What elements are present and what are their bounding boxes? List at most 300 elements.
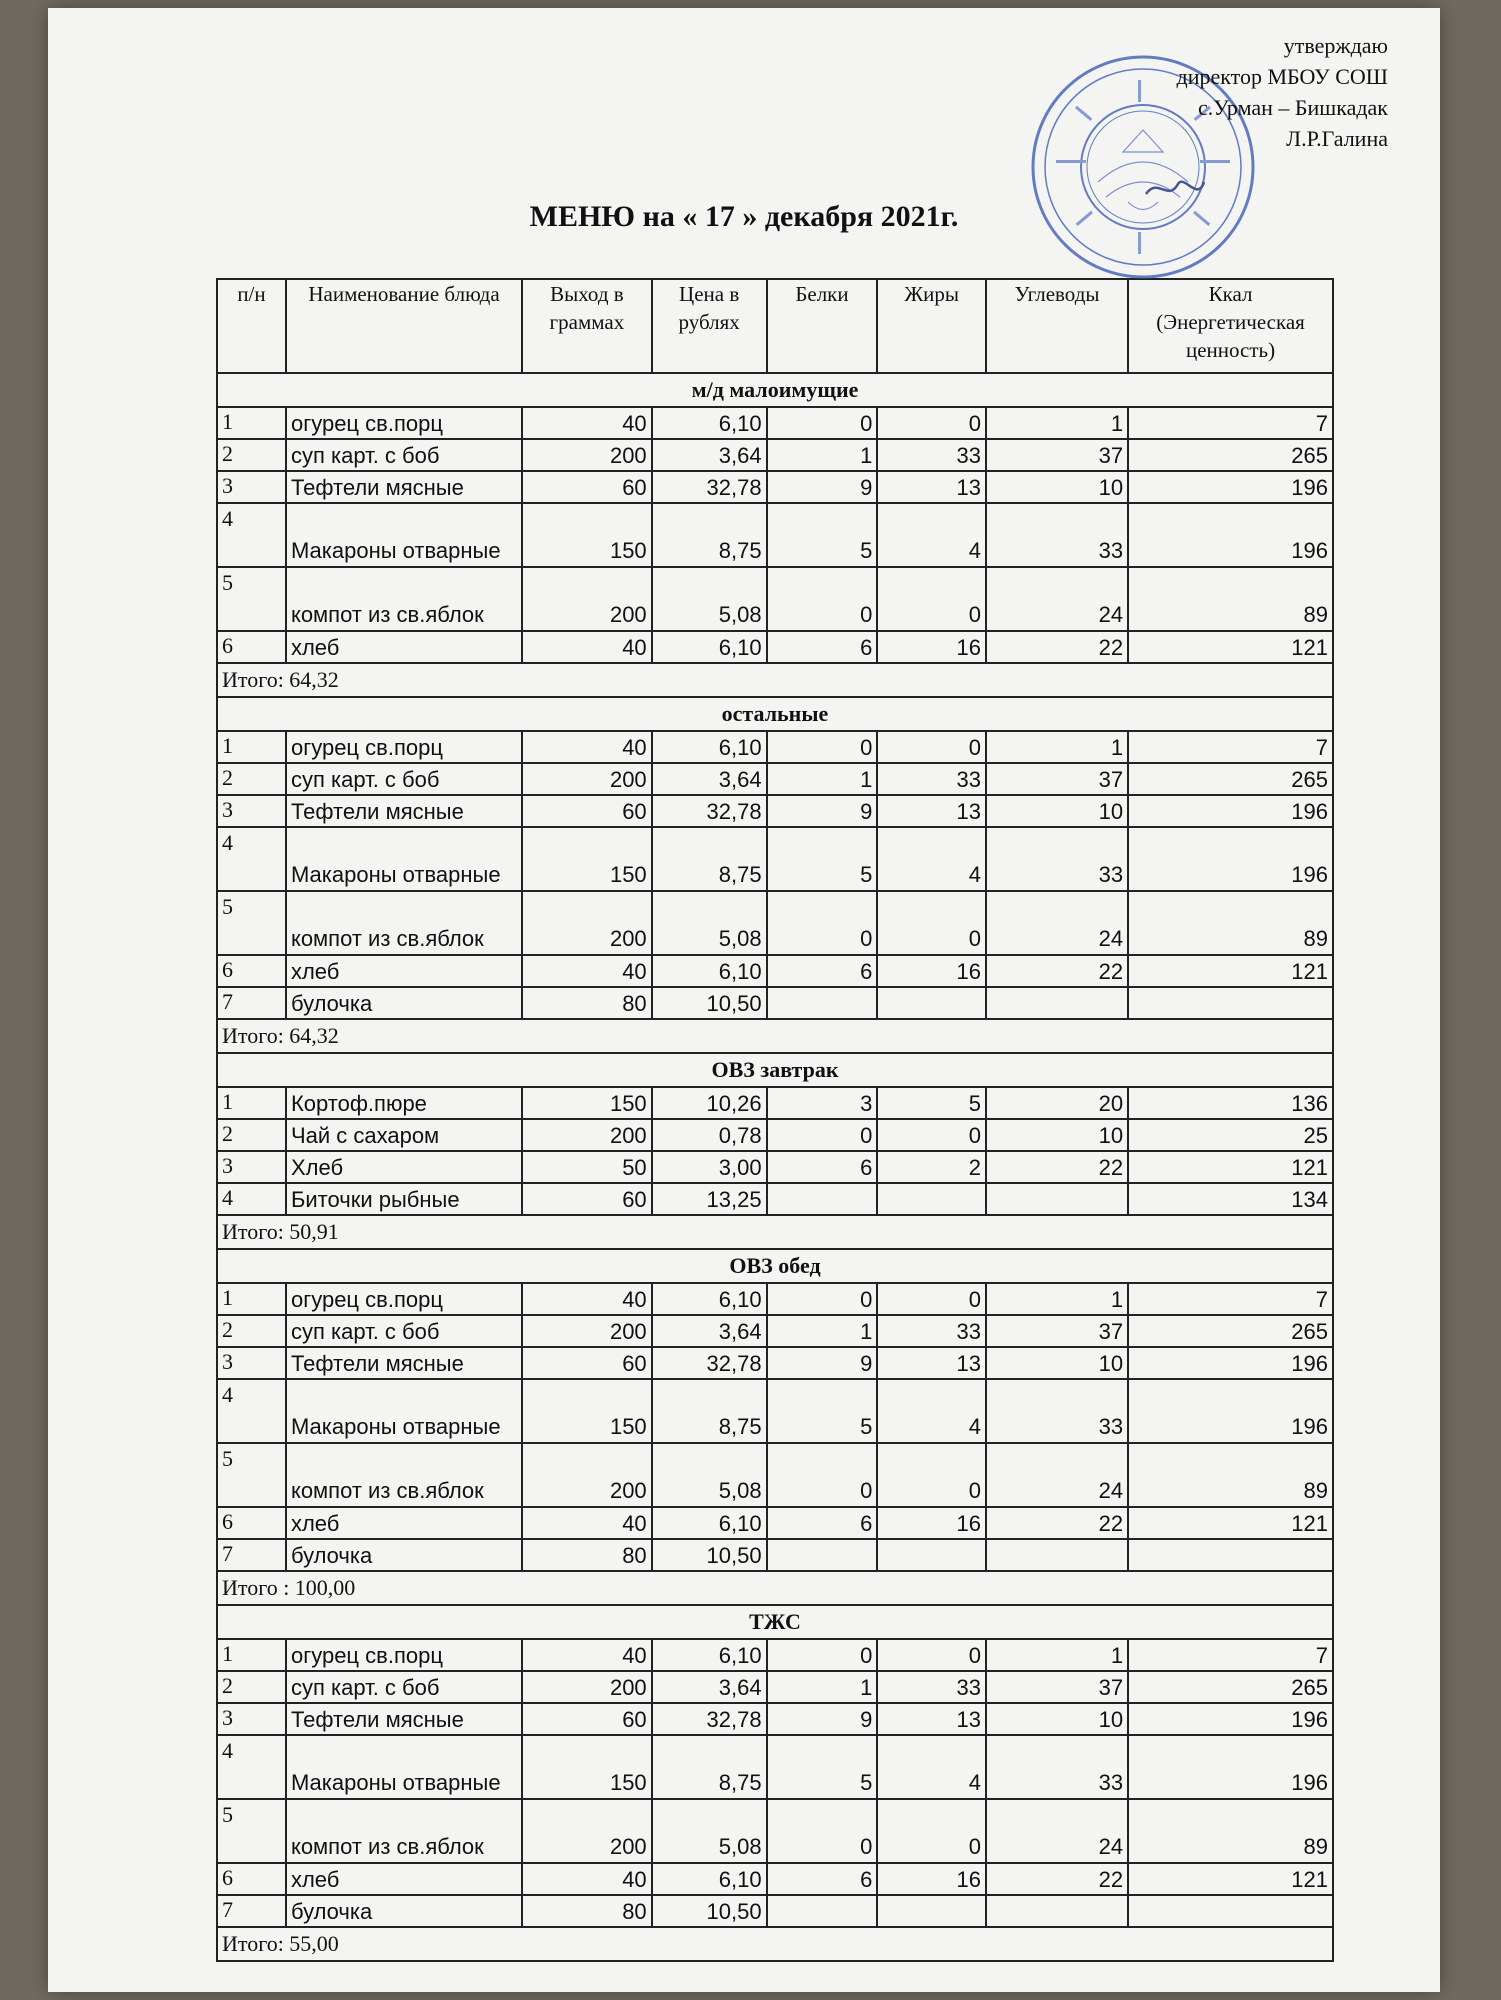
dish-name: Макароны отварные xyxy=(286,1735,522,1799)
carbs: 1 xyxy=(986,1283,1128,1315)
carbs: 33 xyxy=(986,1379,1128,1443)
yield-grams: 200 xyxy=(522,891,652,955)
header-protein: Белки xyxy=(767,279,878,373)
row-number: 3 xyxy=(217,1347,286,1379)
fat: 0 xyxy=(877,407,986,439)
yield-grams: 150 xyxy=(522,1735,652,1799)
yield-grams: 40 xyxy=(522,631,652,663)
protein: 0 xyxy=(767,567,878,631)
protein: 0 xyxy=(767,1283,878,1315)
kcal: 196 xyxy=(1128,1703,1333,1735)
carbs: 10 xyxy=(986,1347,1128,1379)
table-row xyxy=(217,1283,1333,1315)
yield-grams: 80 xyxy=(522,987,652,1019)
section-header-row xyxy=(217,1605,1333,1639)
yield-grams: 60 xyxy=(522,1703,652,1735)
row-number: 7 xyxy=(217,1539,286,1571)
protein: 0 xyxy=(767,407,878,439)
price-rub: 6,10 xyxy=(652,1639,767,1671)
kcal: 265 xyxy=(1128,1315,1333,1347)
header-yield: Выход в граммах xyxy=(522,279,652,373)
yield-grams: 200 xyxy=(522,1671,652,1703)
fat: 13 xyxy=(877,1347,986,1379)
price-rub: 32,78 xyxy=(652,471,767,503)
yield-grams: 150 xyxy=(522,1379,652,1443)
row-number: 4 xyxy=(217,1379,286,1443)
table-row xyxy=(217,1347,1333,1379)
price-rub: 3,64 xyxy=(652,1671,767,1703)
dish-name: огурец св.порц xyxy=(286,407,522,439)
table-row xyxy=(217,407,1333,439)
section-header-row xyxy=(217,1053,1333,1087)
yield-grams: 200 xyxy=(522,1443,652,1507)
dish-name: Кортоф.пюре xyxy=(286,1087,522,1119)
section-total: Итого: 64,32 xyxy=(217,1019,1333,1053)
yield-grams: 50 xyxy=(522,1151,652,1183)
yield-grams: 80 xyxy=(522,1539,652,1571)
protein: 6 xyxy=(767,631,878,663)
section-total: Итого: 64,32 xyxy=(217,663,1333,697)
yield-grams: 200 xyxy=(522,1799,652,1863)
kcal: 196 xyxy=(1128,795,1333,827)
section-title: ОВЗ завтрак xyxy=(217,1053,1333,1087)
dish-name: Макароны отварные xyxy=(286,1379,522,1443)
fat: 33 xyxy=(877,763,986,795)
table-row xyxy=(217,1539,1333,1571)
header-carbs: Углеводы xyxy=(986,279,1128,373)
protein: 0 xyxy=(767,731,878,763)
carbs: 24 xyxy=(986,1799,1128,1863)
protein: 6 xyxy=(767,1507,878,1539)
dish-name: Тефтели мясные xyxy=(286,471,522,503)
section-header-row xyxy=(217,697,1333,731)
kcal: 196 xyxy=(1128,471,1333,503)
dish-name: Биточки рыбные xyxy=(286,1183,522,1215)
carbs: 24 xyxy=(986,567,1128,631)
section-title: остальные xyxy=(217,697,1333,731)
price-rub: 10,50 xyxy=(652,987,767,1019)
row-number: 6 xyxy=(217,1507,286,1539)
yield-grams: 40 xyxy=(522,1863,652,1895)
yield-grams: 150 xyxy=(522,503,652,567)
row-number: 1 xyxy=(217,407,286,439)
dish-name: Тефтели мясные xyxy=(286,795,522,827)
protein: 1 xyxy=(767,763,878,795)
yield-grams: 150 xyxy=(522,827,652,891)
yield-grams: 200 xyxy=(522,1315,652,1347)
kcal: 7 xyxy=(1128,1639,1333,1671)
kcal: 196 xyxy=(1128,1379,1333,1443)
fat: 33 xyxy=(877,439,986,471)
row-number: 2 xyxy=(217,763,286,795)
protein: 9 xyxy=(767,471,878,503)
yield-grams: 60 xyxy=(522,795,652,827)
price-rub: 6,10 xyxy=(652,1507,767,1539)
carbs: 22 xyxy=(986,955,1128,987)
section-title: ОВЗ обед xyxy=(217,1249,1333,1283)
header-dish-name: Наименование блюда xyxy=(286,279,522,373)
carbs xyxy=(986,1539,1128,1571)
fat: 33 xyxy=(877,1671,986,1703)
row-number: 5 xyxy=(217,1799,286,1863)
row-number: 1 xyxy=(217,1283,286,1315)
carbs: 22 xyxy=(986,1863,1128,1895)
table-row xyxy=(217,439,1333,471)
protein: 0 xyxy=(767,1799,878,1863)
kcal: 7 xyxy=(1128,731,1333,763)
carbs: 33 xyxy=(986,1735,1128,1799)
dish-name: огурец св.порц xyxy=(286,731,522,763)
approval-line-1: утверждаю xyxy=(1283,33,1388,58)
row-number: 1 xyxy=(217,731,286,763)
carbs: 22 xyxy=(986,1151,1128,1183)
kcal: 196 xyxy=(1128,827,1333,891)
kcal: 89 xyxy=(1128,567,1333,631)
protein: 6 xyxy=(767,955,878,987)
table-row xyxy=(217,731,1333,763)
dish-name: огурец св.порц xyxy=(286,1639,522,1671)
fat: 0 xyxy=(877,1443,986,1507)
fat: 13 xyxy=(877,795,986,827)
price-rub: 6,10 xyxy=(652,1863,767,1895)
yield-grams: 150 xyxy=(522,1087,652,1119)
protein: 0 xyxy=(767,1639,878,1671)
kcal: 121 xyxy=(1128,1507,1333,1539)
yield-grams: 60 xyxy=(522,1347,652,1379)
kcal: 89 xyxy=(1128,1443,1333,1507)
protein: 9 xyxy=(767,795,878,827)
header-price: Цена в рублях xyxy=(652,279,767,373)
table-row xyxy=(217,471,1333,503)
row-number: 6 xyxy=(217,1863,286,1895)
table-row xyxy=(217,1315,1333,1347)
carbs xyxy=(986,987,1128,1019)
yield-grams: 60 xyxy=(522,1183,652,1215)
table-row xyxy=(217,1863,1333,1895)
protein xyxy=(767,987,878,1019)
carbs: 22 xyxy=(986,631,1128,663)
fat: 4 xyxy=(877,503,986,567)
yield-grams: 80 xyxy=(522,1895,652,1927)
dish-name: хлеб xyxy=(286,955,522,987)
row-number: 5 xyxy=(217,567,286,631)
yield-grams: 200 xyxy=(522,763,652,795)
kcal: 196 xyxy=(1128,503,1333,567)
row-number: 1 xyxy=(217,1087,286,1119)
kcal: 265 xyxy=(1128,763,1333,795)
header-fat: Жиры xyxy=(877,279,986,373)
protein: 0 xyxy=(767,891,878,955)
yield-grams: 200 xyxy=(522,1119,652,1151)
price-rub: 6,10 xyxy=(652,731,767,763)
approval-line-3: с.Урман – Бишкадак xyxy=(1198,95,1388,120)
table-row xyxy=(217,631,1333,663)
kcal: 121 xyxy=(1128,1863,1333,1895)
carbs: 1 xyxy=(986,731,1128,763)
kcal: 265 xyxy=(1128,439,1333,471)
fat: 0 xyxy=(877,567,986,631)
row-number: 3 xyxy=(217,471,286,503)
row-number: 4 xyxy=(217,827,286,891)
price-rub: 3,64 xyxy=(652,1315,767,1347)
section-total-row xyxy=(217,1571,1333,1605)
kcal: 7 xyxy=(1128,1283,1333,1315)
carbs: 33 xyxy=(986,827,1128,891)
carbs: 24 xyxy=(986,1443,1128,1507)
section-total: Итого: 50,91 xyxy=(217,1215,1333,1249)
price-rub: 10,50 xyxy=(652,1895,767,1927)
price-rub: 6,10 xyxy=(652,407,767,439)
price-rub: 0,78 xyxy=(652,1119,767,1151)
fat: 2 xyxy=(877,1151,986,1183)
table-row xyxy=(217,891,1333,955)
price-rub: 3,64 xyxy=(652,439,767,471)
row-number: 6 xyxy=(217,631,286,663)
menu-table xyxy=(216,278,1334,1962)
kcal: 134 xyxy=(1128,1183,1333,1215)
carbs: 10 xyxy=(986,795,1128,827)
section-total-row xyxy=(217,1019,1333,1053)
price-rub: 6,10 xyxy=(652,955,767,987)
table-row xyxy=(217,1639,1333,1671)
dish-name: компот из св.яблок xyxy=(286,1799,522,1863)
row-number: 1 xyxy=(217,1639,286,1671)
table-row xyxy=(217,567,1333,631)
table-row xyxy=(217,1087,1333,1119)
yield-grams: 40 xyxy=(522,1639,652,1671)
carbs: 1 xyxy=(986,1639,1128,1671)
kcal: 196 xyxy=(1128,1735,1333,1799)
approval-line-2: директор МБОУ СОШ xyxy=(1176,64,1388,89)
carbs: 10 xyxy=(986,1703,1128,1735)
table-row xyxy=(217,827,1333,891)
row-number: 5 xyxy=(217,1443,286,1507)
price-rub: 3,64 xyxy=(652,763,767,795)
fat: 5 xyxy=(877,1087,986,1119)
dish-name: Хлеб xyxy=(286,1151,522,1183)
protein: 1 xyxy=(767,1315,878,1347)
price-rub: 6,10 xyxy=(652,631,767,663)
fat: 0 xyxy=(877,1639,986,1671)
yield-grams: 60 xyxy=(522,471,652,503)
kcal xyxy=(1128,987,1333,1019)
kcal: 121 xyxy=(1128,955,1333,987)
price-rub: 5,08 xyxy=(652,1443,767,1507)
table-header-row xyxy=(217,279,1333,373)
fat: 16 xyxy=(877,955,986,987)
row-number: 7 xyxy=(217,987,286,1019)
row-number: 3 xyxy=(217,795,286,827)
dish-name: Макароны отварные xyxy=(286,503,522,567)
dish-name: Макароны отварные xyxy=(286,827,522,891)
dish-name: суп карт. с боб xyxy=(286,1315,522,1347)
fat: 16 xyxy=(877,631,986,663)
kcal: 7 xyxy=(1128,407,1333,439)
protein: 5 xyxy=(767,503,878,567)
row-number: 3 xyxy=(217,1151,286,1183)
row-number: 2 xyxy=(217,1315,286,1347)
table-row xyxy=(217,1119,1333,1151)
approval-line-4: Л.Р.Галина xyxy=(1286,126,1388,151)
protein: 5 xyxy=(767,827,878,891)
price-rub: 8,75 xyxy=(652,1735,767,1799)
protein xyxy=(767,1539,878,1571)
carbs: 37 xyxy=(986,763,1128,795)
kcal: 89 xyxy=(1128,1799,1333,1863)
dish-name: компот из св.яблок xyxy=(286,1443,522,1507)
fat xyxy=(877,1539,986,1571)
price-rub: 10,50 xyxy=(652,1539,767,1571)
section-total-row xyxy=(217,1927,1333,1961)
carbs: 1 xyxy=(986,407,1128,439)
carbs: 37 xyxy=(986,1315,1128,1347)
fat: 4 xyxy=(877,827,986,891)
yield-grams: 200 xyxy=(522,567,652,631)
row-number: 4 xyxy=(217,1735,286,1799)
kcal xyxy=(1128,1895,1333,1927)
fat: 0 xyxy=(877,1119,986,1151)
approval-block xyxy=(1177,30,1388,154)
section-header-row xyxy=(217,373,1333,407)
header-kcal: Ккал (Энергетическая ценность) xyxy=(1128,279,1333,373)
fat: 4 xyxy=(877,1735,986,1799)
carbs: 10 xyxy=(986,1119,1128,1151)
protein: 3 xyxy=(767,1087,878,1119)
dish-name: хлеб xyxy=(286,631,522,663)
carbs: 10 xyxy=(986,471,1128,503)
table-row xyxy=(217,1443,1333,1507)
carbs xyxy=(986,1895,1128,1927)
table-row xyxy=(217,503,1333,567)
protein: 5 xyxy=(767,1735,878,1799)
fat: 4 xyxy=(877,1379,986,1443)
price-rub: 5,08 xyxy=(652,1799,767,1863)
row-number: 4 xyxy=(217,503,286,567)
dish-name: булочка xyxy=(286,987,522,1019)
table-row xyxy=(217,1151,1333,1183)
fat: 0 xyxy=(877,1799,986,1863)
kcal: 89 xyxy=(1128,891,1333,955)
section-total-row xyxy=(217,1215,1333,1249)
dish-name: суп карт. с боб xyxy=(286,439,522,471)
row-number: 3 xyxy=(217,1703,286,1735)
table-row xyxy=(217,987,1333,1019)
price-rub: 8,75 xyxy=(652,503,767,567)
yield-grams: 40 xyxy=(522,955,652,987)
carbs xyxy=(986,1183,1128,1215)
price-rub: 5,08 xyxy=(652,891,767,955)
price-rub: 32,78 xyxy=(652,1703,767,1735)
carbs: 20 xyxy=(986,1087,1128,1119)
row-number: 4 xyxy=(217,1183,286,1215)
table-row xyxy=(217,1895,1333,1927)
price-rub: 10,26 xyxy=(652,1087,767,1119)
yield-grams: 200 xyxy=(522,439,652,471)
section-total: Итого : 100,00 xyxy=(217,1571,1333,1605)
fat: 16 xyxy=(877,1863,986,1895)
header-number: п/н xyxy=(217,279,286,373)
table-row xyxy=(217,955,1333,987)
page-title: МЕНЮ на « 17 » декабря 2021г. xyxy=(529,200,959,233)
protein: 9 xyxy=(767,1703,878,1735)
yield-grams: 40 xyxy=(522,407,652,439)
section-title: ТЖС xyxy=(217,1605,1333,1639)
kcal: 121 xyxy=(1128,1151,1333,1183)
table-row xyxy=(217,1379,1333,1443)
dish-name: суп карт. с боб xyxy=(286,763,522,795)
table-row xyxy=(217,1183,1333,1215)
protein: 0 xyxy=(767,1443,878,1507)
table-row xyxy=(217,1703,1333,1735)
protein: 9 xyxy=(767,1347,878,1379)
table-row xyxy=(217,1671,1333,1703)
price-rub: 8,75 xyxy=(652,1379,767,1443)
protein xyxy=(767,1183,878,1215)
row-number: 7 xyxy=(217,1895,286,1927)
kcal: 265 xyxy=(1128,1671,1333,1703)
protein: 5 xyxy=(767,1379,878,1443)
section-title: м/д малоимущие xyxy=(217,373,1333,407)
table-row xyxy=(217,1735,1333,1799)
menu-sheet xyxy=(48,8,1440,1992)
dish-name: огурец св.порц xyxy=(286,1283,522,1315)
yield-grams: 40 xyxy=(522,1283,652,1315)
fat xyxy=(877,1895,986,1927)
dish-name: компот из св.яблок xyxy=(286,567,522,631)
fat: 16 xyxy=(877,1507,986,1539)
kcal: 196 xyxy=(1128,1347,1333,1379)
yield-grams: 40 xyxy=(522,731,652,763)
section-total: Итого: 55,00 xyxy=(217,1927,1333,1961)
fat: 33 xyxy=(877,1315,986,1347)
price-rub: 5,08 xyxy=(652,567,767,631)
fat: 13 xyxy=(877,471,986,503)
dish-name: булочка xyxy=(286,1539,522,1571)
protein: 1 xyxy=(767,1671,878,1703)
dish-name: Тефтели мясные xyxy=(286,1703,522,1735)
row-number: 2 xyxy=(217,1671,286,1703)
row-number: 6 xyxy=(217,955,286,987)
carbs: 24 xyxy=(986,891,1128,955)
price-rub: 32,78 xyxy=(652,1347,767,1379)
dish-name: Тефтели мясные xyxy=(286,1347,522,1379)
kcal: 121 xyxy=(1128,631,1333,663)
dish-name: компот из св.яблок xyxy=(286,891,522,955)
table-row xyxy=(217,795,1333,827)
carbs: 37 xyxy=(986,1671,1128,1703)
protein: 6 xyxy=(767,1863,878,1895)
kcal xyxy=(1128,1539,1333,1571)
fat xyxy=(877,1183,986,1215)
fat: 0 xyxy=(877,891,986,955)
kcal: 25 xyxy=(1128,1119,1333,1151)
protein xyxy=(767,1895,878,1927)
fat xyxy=(877,987,986,1019)
row-number: 2 xyxy=(217,439,286,471)
price-rub: 8,75 xyxy=(652,827,767,891)
carbs: 33 xyxy=(986,503,1128,567)
dish-name: Чай с сахаром xyxy=(286,1119,522,1151)
fat: 0 xyxy=(877,731,986,763)
price-rub: 32,78 xyxy=(652,795,767,827)
kcal: 136 xyxy=(1128,1087,1333,1119)
price-rub: 6,10 xyxy=(652,1283,767,1315)
table-row xyxy=(217,1507,1333,1539)
row-number: 5 xyxy=(217,891,286,955)
menu-body xyxy=(217,373,1333,1961)
dish-name: суп карт. с боб xyxy=(286,1671,522,1703)
section-header-row xyxy=(217,1249,1333,1283)
